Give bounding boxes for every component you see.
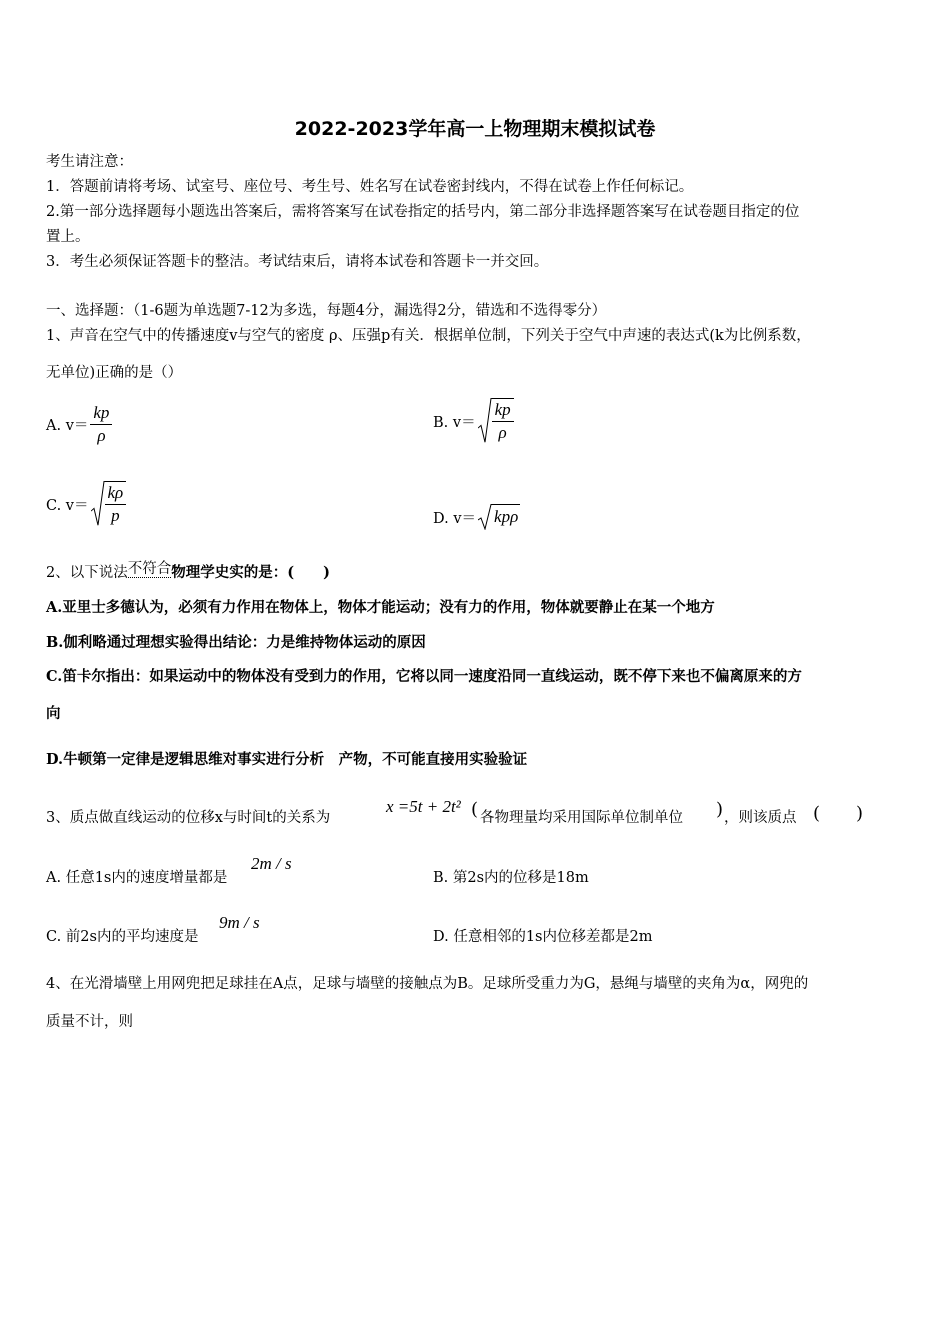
q3-option-c: C. 前2s内的平均速度是 [46, 929, 199, 945]
notice-item-3: 3．考生必须保证答题卡的整洁。考试结束后，请将本试卷和答题卡一并交回。 [46, 254, 549, 270]
q1-b-fraction [492, 398, 514, 444]
q2-option-c-cont: 向 [46, 705, 61, 722]
q1-a-label: A. v＝ [46, 418, 89, 434]
q1-b-label: B. v＝ [433, 414, 476, 431]
q1-c-sqrt [91, 481, 127, 527]
notice-item-1: 1．答题前请将考场、试室号、座位号、考生号、姓名写在试卷密封线内，不得在试卷上作任何标记。 [46, 179, 694, 195]
q3-stem-e: ，则该质点 [724, 810, 797, 826]
q1-d-sqrt [478, 504, 520, 530]
q3-option-a-value: 2m / s [251, 854, 292, 873]
q1-b-den: ρ [498, 423, 507, 442]
radical-sign-icon [478, 398, 492, 444]
q3-stem-a: 3、质点做直线运动的位移x与时间t的关系为 [46, 810, 331, 826]
q2-stem-c: 物理学史实的是：( ) [171, 564, 330, 581]
q1-b-num: kp [492, 399, 514, 422]
q1-b-sqrt [478, 398, 514, 444]
q3-option-c-value: 9m / s [219, 913, 260, 932]
q4-stem-line2: 质量不计，则 [46, 1014, 133, 1030]
q1-a-num: kp [90, 402, 112, 425]
q1-stem-line1: 1、声音在空气中的传播速度v与空气的密度 ρ、压强p有关．根据单位制，下列关于空气中声速的表达式(k为比例系数， [46, 328, 811, 344]
q1-a-fraction [90, 402, 112, 447]
notice-heading: 考生请注意： [46, 154, 133, 170]
q3-answer-paren: ( ) [813, 803, 864, 824]
q1-c-num: kρ [105, 482, 127, 505]
notice-item-2: 2.第一部分选择题每小题选出答案后，需将答案写在试卷指定的括号内，第二部分非选择题答案写在试卷题目指定的位 [46, 204, 800, 220]
q3-formula: x =5t + 2t² [386, 797, 461, 816]
q3-option-d: D. 任意相邻的1s内位移差都是2m [433, 929, 653, 945]
q2-stem-a: 2、以下说法 [46, 565, 128, 581]
notice-item-2-cont: 置上。 [46, 229, 90, 245]
q3-option-b: B. 第2s内的位移是18m [433, 870, 589, 886]
q2-stem [46, 563, 330, 583]
q1-d-label: D. v＝ [433, 510, 477, 527]
q2-option-c: C.笛卡尔指出：如果运动中的物体没有受到力的作用，它将以同一速度沿同一直线运动，既不停下来也不偏离原来的方 [46, 668, 802, 685]
section-heading: 一、选择题：（1-6题为单选题7-12为多选，每题4分，漏选得2分，错选和不选得零分） [46, 303, 607, 319]
q1-a-den: ρ [97, 426, 106, 445]
q2-option-d: D.牛顿第一定律是逻辑思维对事实进行分析 产物，不可能直接用实验验证 [46, 751, 528, 768]
page-title: 2022-2023学年高一上物理期末模拟试卷 [294, 118, 656, 140]
q2-stem-emphasis: 不符合 [127, 561, 172, 577]
q3-option-a: A. 任意1s内的速度增量都是 [46, 870, 228, 886]
q3-paren-open: ( [471, 799, 479, 820]
q3-stem-c: 各物理量均采用国际单位制单位 [480, 810, 683, 826]
q1-stem-line2: 无单位)正确的是（） [46, 365, 183, 381]
radical-sign-icon [91, 481, 105, 527]
radical-sign-icon [478, 504, 492, 530]
q4-stem-line1: 4、在光滑墙壁上用网兜把足球挂在A点，足球与墙壁的接触点为B。足球所受重力为G，悬绳与墙壁的夹角为α，网兜的 [46, 976, 809, 992]
q1-d-expr: kpρ [492, 504, 520, 529]
q1-c-den: p [111, 506, 120, 525]
q2-option-b: B.伽利略通过理想实验得出结论：力是维持物体运动的原因 [46, 634, 426, 651]
q1-c-label: C. v＝ [46, 497, 89, 514]
q1-option-a [46, 402, 112, 447]
q2-option-a: A.亚里士多德认为，必须有力作用在物体上，物体才能运动；没有力的作用，物体就要静止在某一个地方 [46, 599, 715, 616]
q1-option-b [433, 398, 514, 444]
q1-option-c [46, 481, 126, 527]
q3-paren-close: ) [716, 799, 724, 820]
q1-option-d [433, 504, 520, 530]
q1-c-fraction [105, 481, 127, 527]
